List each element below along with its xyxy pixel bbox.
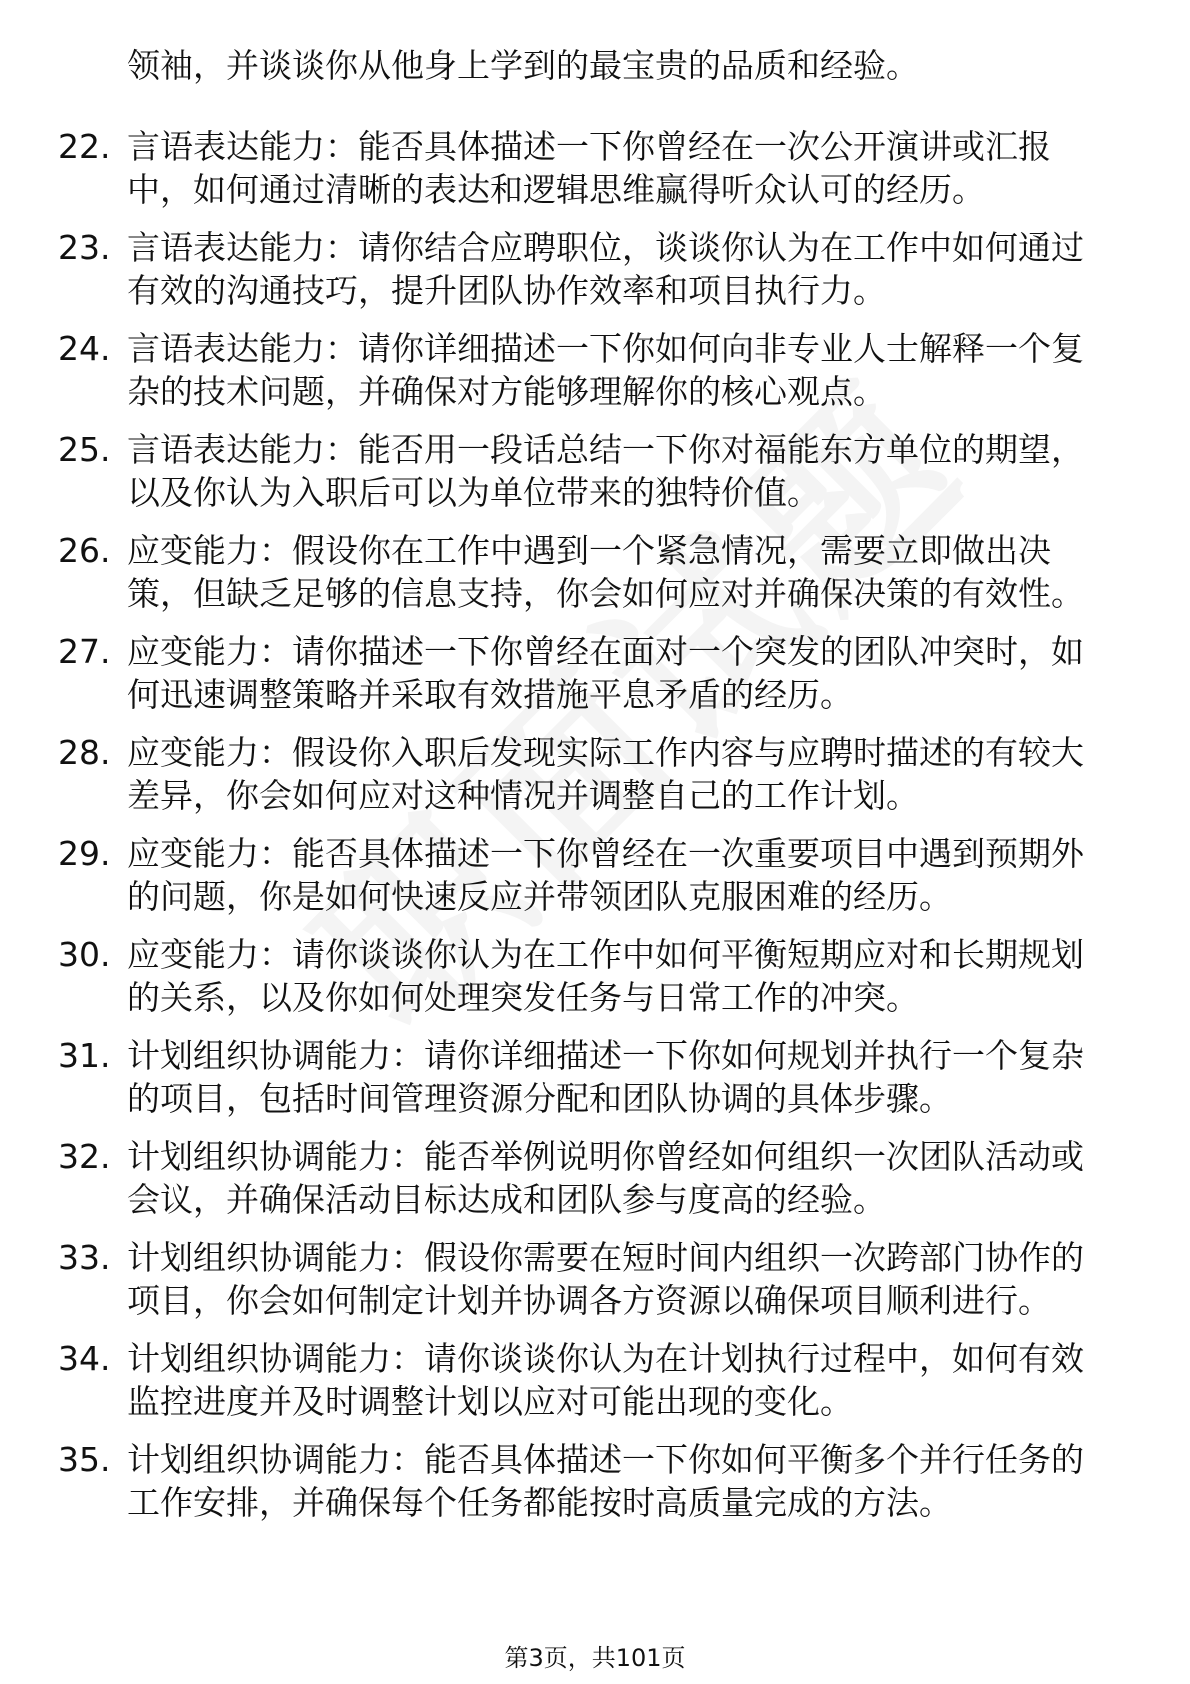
question-number: 26.: [58, 531, 111, 570]
question-item: [0, 630, 1112, 716]
question-item: [0, 529, 1112, 615]
question-item: [0, 832, 1112, 918]
question-text: 言语表达能力：请你结合应聘职位，谈谈你认为在工作中如何通过有效的沟通技巧，提升团队协作效率和项目执行力。: [127, 228, 1084, 310]
question-text: 应变能力：假设你入职后发现实际工作内容与应聘时描述的有较大差异，你会如何应对这种情况并调整自己的工作计划。: [127, 733, 1084, 815]
question-item: [0, 1034, 1112, 1120]
question-number: 32.: [58, 1137, 111, 1176]
question-item: [0, 933, 1112, 1019]
page-footer: 第3页，共101页: [504, 1644, 686, 1672]
question-list: [0, 125, 1190, 1539]
question-text: 言语表达能力：请你详细描述一下你如何向非专业人士解释一个复杂的技术问题，并确保对方能够理解你的核心观点。: [127, 329, 1084, 411]
question-text: 应变能力：请你描述一下你曾经在面对一个突发的团队冲突时，如何迅速调整策略并采取有效措施平息矛盾的经历。: [127, 632, 1084, 714]
question-item: [0, 327, 1112, 413]
question-number: 22.: [58, 127, 111, 166]
question-item: [0, 1438, 1112, 1524]
question-item: [0, 1337, 1112, 1423]
question-text: 应变能力：能否具体描述一下你曾经在一次重要项目中遇到预期外的问题，你是如何快速反应并带领团队克服困难的经历。: [127, 834, 1084, 916]
question-item: [0, 1236, 1112, 1322]
question-number: 23.: [58, 228, 111, 267]
question-text: 计划组织协调能力：请你详细描述一下你如何规划并执行一个复杂的项目，包括时间管理资源分配和团队协调的具体步骤。: [127, 1036, 1084, 1118]
question-text: 应变能力：假设你在工作中遇到一个紧急情况，需要立即做出决策，但缺乏足够的信息支持，你会如何应对并确保决策的有效性。: [127, 531, 1084, 613]
question-text: 计划组织协调能力：假设你需要在短时间内组织一次跨部门协作的项目，你会如何制定计划并协调各方资源以确保项目顺利进行。: [127, 1238, 1084, 1320]
question-number: 29.: [58, 834, 111, 873]
question-number: 24.: [58, 329, 111, 368]
question-text: 应变能力：请你谈谈你认为在工作中如何平衡短期应对和长期规划的关系，以及你如何处理突发任务与日常工作的冲突。: [127, 935, 1084, 1017]
question-text: 计划组织协调能力：能否举例说明你曾经如何组织一次团队活动或会议，并确保活动目标达成和团队参与度高的经验。: [127, 1137, 1084, 1219]
question-number: 34.: [58, 1339, 111, 1378]
question-number: 27.: [58, 632, 111, 671]
question-number: 28.: [58, 733, 111, 772]
question-text: 言语表达能力：能否用一段话总结一下你对福能东方单位的期望，以及你认为入职后可以为单位带来的独特价值。: [127, 430, 1084, 512]
question-number: 33.: [58, 1238, 111, 1277]
question-number: 35.: [58, 1440, 111, 1479]
question-item: [0, 1135, 1112, 1221]
question-text: 计划组织协调能力：请你谈谈你认为在计划执行过程中，如何有效监控进度并及时调整计划以应对可能出现的变化。: [127, 1339, 1084, 1421]
question-text: 言语表达能力：能否具体描述一下你曾经在一次公开演讲或汇报中，如何通过清晰的表达和逻辑思维赢得听众认可的经历。: [127, 127, 1051, 209]
question-item: [0, 125, 1112, 211]
question-number: 31.: [58, 1036, 111, 1075]
question-number: 25.: [58, 430, 111, 469]
question-text: 计划组织协调能力：能否具体描述一下你如何平衡多个并行任务的工作安排，并确保每个任务都能按时高质量完成的方法。: [127, 1440, 1084, 1522]
question-item: [0, 226, 1112, 312]
continued-paragraph: 领袖，并谈谈你从他身上学到的最宝贵的品质和经验。: [127, 46, 919, 85]
question-number: 30.: [58, 935, 111, 974]
question-item: [0, 731, 1112, 817]
question-item: [0, 428, 1112, 514]
